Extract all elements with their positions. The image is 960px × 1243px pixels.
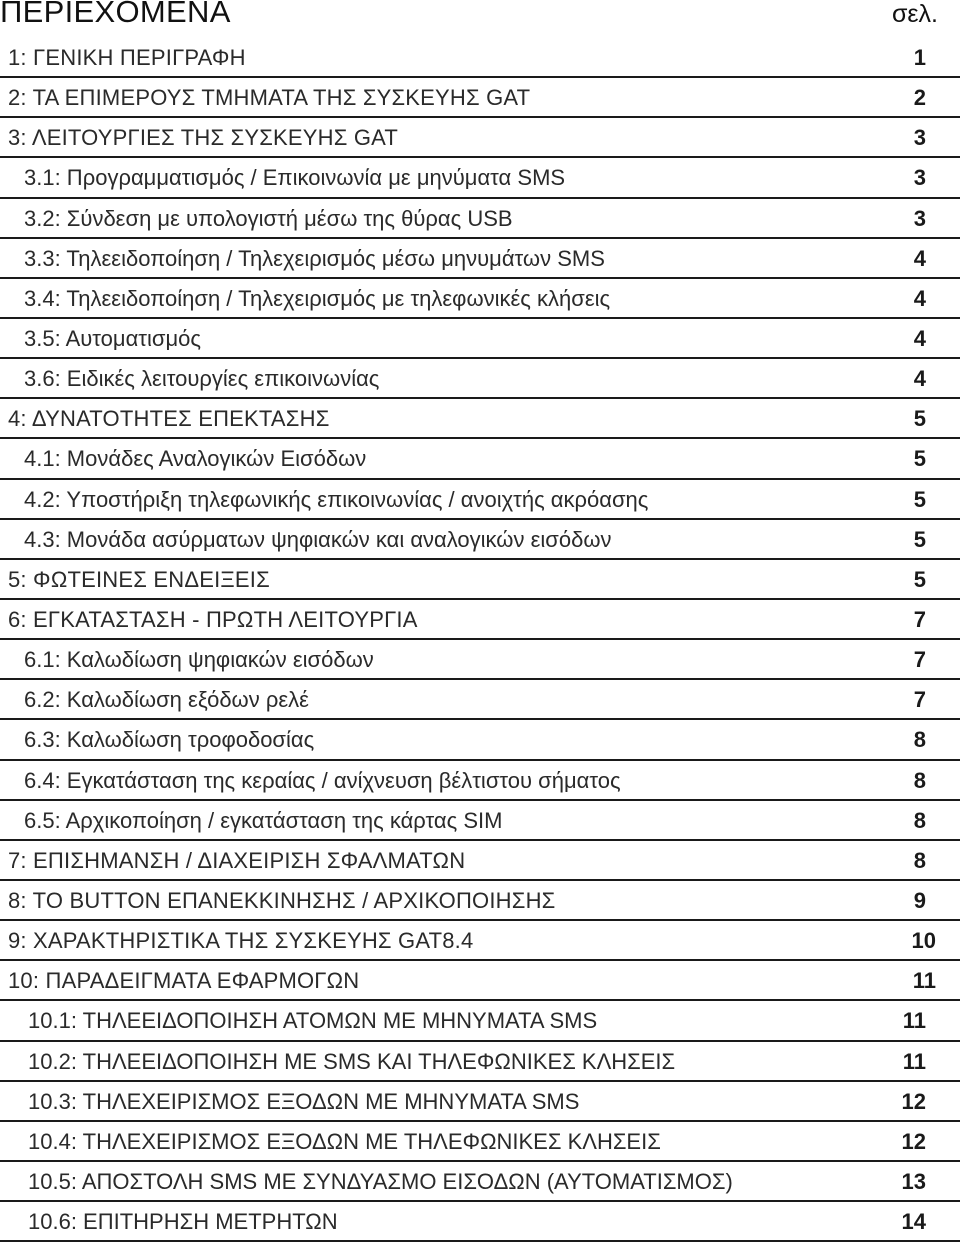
toc-entry-label: 4.2: Υποστήριξη τηλεφωνικής επικοινωνίας / ανοιχτής ακρόασης xyxy=(24,486,649,512)
toc-entry-label: 10.4: ΤΗΛΕΧΕΙΡΙΣΜΟΣ ΕΞΟΔΩΝ ΜΕ ΤΗΛΕΦΩΝΙΚΕΣ ΚΛΗΣΕΙΣ xyxy=(28,1128,661,1154)
toc-entry[interactable] xyxy=(0,1001,960,1041)
page-title: ΠΕΡΙΕΧΟΜΕΝΑ xyxy=(0,0,231,29)
toc-entry-page-number: 12 xyxy=(901,1088,926,1114)
toc-entry-label: 3.5: Αυτοματισμός xyxy=(24,325,201,351)
toc-entry[interactable] xyxy=(0,359,960,399)
toc-entry-label: 10.1: ΤΗΛΕΕΙΔΟΠΟΙΗΣΗ ΑΤΟΜΩΝ ΜΕ ΜΗΝΥΜΑΤΑ SMS xyxy=(28,1008,598,1034)
toc-entry[interactable] xyxy=(0,720,960,760)
toc-entry-label: 6.5: Αρχικοποίηση / εγκατάσταση της κάρτας SIM xyxy=(24,807,503,833)
toc-entry[interactable] xyxy=(0,600,960,640)
toc-entry-label: 3.2: Σύνδεση με υπολογιστή μέσω της θύρας USB xyxy=(24,205,513,231)
toc-entry-label: 6.4: Εγκατάσταση της κεραίας / ανίχνευση βέλτιστου σήματος xyxy=(24,767,621,793)
toc-entry-page-number: 4 xyxy=(913,245,926,271)
toc-entry-label: 10.2: ΤΗΛΕΕΙΔΟΠΟΙΗΣΗ ΜΕ SMS ΚΑΙ ΤΗΛΕΦΩΝΙΚΕΣ ΚΛΗΣΕΙΣ xyxy=(28,1048,676,1074)
toc-entry-label: 6.2: Καλωδίωση εξόδων ρελέ xyxy=(24,687,309,713)
toc-entry[interactable] xyxy=(0,480,960,520)
toc-entry-label: 4: ΔΥΝΑΤΟΤΗΤΕΣ ΕΠΕΚΤΑΣΗΣ xyxy=(8,406,330,432)
toc-entry[interactable] xyxy=(0,801,960,841)
toc-entry-label: 9: ΧΑΡΑΚΤΗΡΙΣΤΙΚΑ ΤΗΣ ΣΥΣΚΕΥΗΣ GAT8.4 xyxy=(8,928,474,954)
toc-entry-page-number: 8 xyxy=(913,767,926,793)
toc-entry-page-number: 2 xyxy=(913,85,926,111)
toc-entry-page-number: 5 xyxy=(913,446,926,472)
toc-entry-label: 8: ΤΟ BUTTON ΕΠΑΝΕΚΚΙΝΗΣΗΣ / ΑΡΧΙΚΟΠΟΙΗΣΗΣ xyxy=(8,887,556,913)
toc-entry[interactable] xyxy=(0,399,960,439)
toc-entry-label: 10.3: ΤΗΛΕΧΕΙΡΙΣΜΟΣ ΕΞΟΔΩΝ ΜΕ ΜΗΝΥΜΑΤΑ SMS xyxy=(28,1088,580,1114)
toc-entry-label: 4.3: Μονάδα ασύρματων ψηφιακών και αναλογικών εισόδων xyxy=(24,526,612,552)
toc-entry-page-number: 8 xyxy=(913,727,926,753)
toc-entry-page-number: 3 xyxy=(913,205,926,231)
toc-entry-label: 10.5: ΑΠΟΣΤΟΛΗ SMS ΜΕ ΣΥΝΔΥΑΣΜΟ ΕΙΣΟΔΩΝ (ΑΥΤΟΜΑΤΙΣΜΟΣ) xyxy=(28,1168,733,1194)
toc-entry[interactable] xyxy=(0,279,960,319)
toc-entry-label: 3.1: Προγραμματισμός / Επικοινωνία με μηνύματα SMS xyxy=(24,165,566,191)
toc-entry-label: 7: ΕΠΙΣΗΜΑΝΣΗ / ΔΙΑΧΕΙΡΙΣΗ ΣΦΑΛΜΑΤΩΝ xyxy=(8,847,466,873)
toc-entry-page-number: 5 xyxy=(913,566,926,592)
toc-entry-label: 4.1: Μονάδες Αναλογικών Εισόδων xyxy=(24,446,367,472)
toc-entry[interactable] xyxy=(0,1202,960,1242)
toc-entry[interactable] xyxy=(0,640,960,680)
toc-entry[interactable] xyxy=(0,239,960,279)
toc-entry-page-number: 11 xyxy=(902,1008,926,1034)
toc-entry-page-number: 11 xyxy=(912,968,936,994)
toc-entry[interactable] xyxy=(0,881,960,921)
toc-entry-label: 6: ΕΓΚΑΤΑΣΤΑΣΗ - ΠΡΩΤΗ ΛΕΙΤΟΥΡΓΙΑ xyxy=(8,606,418,632)
toc-entry-label: 6.1: Καλωδίωση ψηφιακών εισόδων xyxy=(24,647,374,673)
toc-entry-page-number: 8 xyxy=(913,807,926,833)
toc-entry-page-number: 14 xyxy=(901,1209,926,1235)
toc-entry-page-number: 5 xyxy=(913,486,926,512)
toc-entry[interactable] xyxy=(0,319,960,359)
toc-entry[interactable] xyxy=(0,841,960,881)
toc-entry-page-number: 5 xyxy=(913,406,926,432)
toc-entry[interactable] xyxy=(0,1042,960,1082)
toc-entry-page-number: 9 xyxy=(913,887,926,913)
page-column-header: σελ. xyxy=(891,0,938,28)
toc-entry-page-number: 13 xyxy=(901,1168,926,1194)
toc-entry[interactable] xyxy=(0,1122,960,1162)
table-of-contents xyxy=(0,38,960,1242)
toc-entry[interactable] xyxy=(0,1162,960,1202)
toc-entry-page-number: 4 xyxy=(913,285,926,311)
toc-entry-label: 10: ΠΑΡΑΔΕΙΓΜΑΤΑ ΕΦΑΡΜΟΓΩΝ xyxy=(8,968,360,994)
toc-entry-page-number: 1 xyxy=(913,45,926,70)
toc-entry-page-number: 10 xyxy=(911,928,936,954)
toc-entry-page-number: 4 xyxy=(913,325,926,351)
toc-entry-label: 5: ΦΩΤΕΙΝΕΣ ΕΝΔΕΙΞΕΙΣ xyxy=(8,566,270,592)
toc-entry[interactable] xyxy=(0,1082,960,1122)
toc-entry[interactable] xyxy=(0,158,960,198)
toc-entry-label: 3.3: Τηλεειδοποίηση / Τηλεχειρισμός μέσω μηνυμάτων SMS xyxy=(24,245,605,271)
toc-entry-label: 3.6: Ειδικές λειτουργίες επικοινωνίας xyxy=(24,366,380,392)
toc-entry-page-number: 7 xyxy=(913,606,926,632)
toc-entry-page-number: 11 xyxy=(902,1048,926,1074)
toc-entry[interactable] xyxy=(0,520,960,560)
toc-entry[interactable] xyxy=(0,38,960,78)
toc-entry[interactable] xyxy=(0,961,960,1001)
toc-entry-page-number: 7 xyxy=(913,647,926,673)
toc-entry-label: 1: ΓΕΝΙΚΗ ΠΕΡΙΓΡΑΦΗ xyxy=(8,45,246,70)
toc-entry[interactable] xyxy=(0,199,960,239)
toc-entry-page-number: 3 xyxy=(913,125,926,151)
toc-entry-page-number: 7 xyxy=(913,687,926,713)
toc-entry-page-number: 4 xyxy=(913,366,926,392)
toc-entry-label: 3: ΛΕΙΤΟΥΡΓΙΕΣ ΤΗΣ ΣΥΣΚΕΥΗΣ GAT xyxy=(8,125,399,151)
toc-entry-label: 6.3: Καλωδίωση τροφοδοσίας xyxy=(24,727,315,753)
toc-entry-label: 10.6: ΕΠΙΤΗΡΗΣΗ ΜΕΤΡΗΤΩΝ xyxy=(28,1209,338,1235)
toc-entry[interactable] xyxy=(0,921,960,961)
toc-entry-page-number: 8 xyxy=(913,847,926,873)
toc-entry[interactable] xyxy=(0,118,960,158)
toc-entry[interactable] xyxy=(0,761,960,801)
toc-entry-page-number: 3 xyxy=(913,165,926,191)
toc-entry[interactable] xyxy=(0,78,960,118)
toc-entry[interactable] xyxy=(0,560,960,600)
toc-entry-page-number: 12 xyxy=(901,1128,926,1154)
toc-entry[interactable] xyxy=(0,680,960,720)
toc-entry-page-number: 5 xyxy=(913,526,926,552)
toc-entry-label: 3.4: Τηλεειδοποίηση / Τηλεχειρισμός με τηλεφωνικές κλήσεις xyxy=(24,285,611,311)
toc-entry[interactable] xyxy=(0,439,960,479)
toc-entry-label: 2: ΤΑ ΕΠΙΜΕΡΟΥΣ ΤΜΗΜΑΤΑ ΤΗΣ ΣΥΣΚΕΥΗΣ GAT xyxy=(8,85,531,111)
